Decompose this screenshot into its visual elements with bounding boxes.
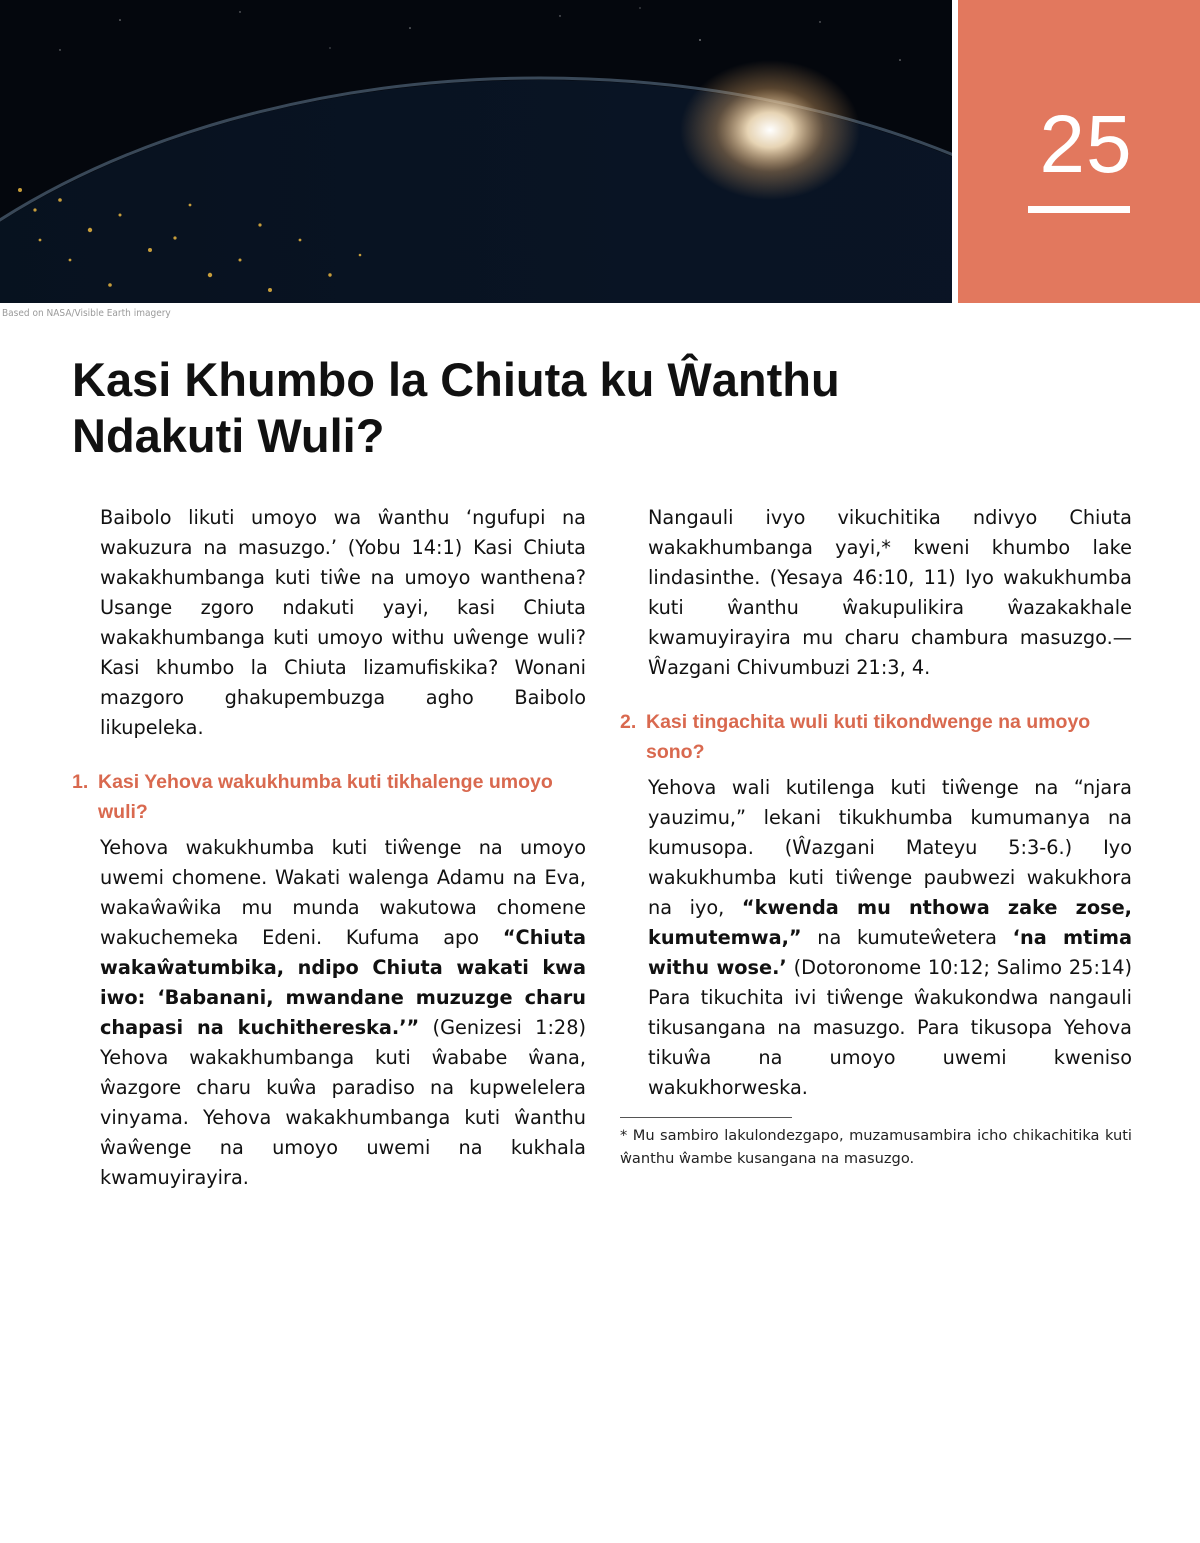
question-2-text: Kasi tingachita wuli kuti tikondwenge na umoyo sono? [646, 711, 1091, 763]
section-2-text-b: na kumuteŵetera [801, 926, 1013, 949]
footnote-divider [620, 1117, 792, 1118]
section-2-text-c: (Dotoronome 10:12; Salimo 25:14) Para tikuchita ivi tiŵenge ŵakukondwa nangauli tikusangana na masuzgo. Para tikusopa Yehova tikuŵa na umoyo uwemi kweniso wakukhorweska. [648, 956, 1132, 1099]
section-1-text-b: (Genizesi 1:28) Yehova wakakhumbanga kuti ŵababe ŵana, ŵazgore charu kuŵa paradiso na kupwelelera vinyama. Yehova wakakhumbanga kuti ŵanthu ŵaŵenge na umoyo uwemi na kukhala kwamuyirayira. [100, 1016, 586, 1189]
hero-earth-image [0, 0, 952, 303]
section-2-text-a: Yehova wali kutilenga kuti tiŵenge na “njara yauzimu,” lekani tikukhumba kumumanya na kumusopa. (Ŵazgani Mateyu 5:3-6.) Iyo wakukhumba kuti tiŵenge paubwezi wakukhora na iyo, [648, 776, 1132, 919]
page-title-line-2: Ndakuti Wuli? [72, 409, 385, 462]
intro-paragraph: Baibolo likuti umoyo wa ŵanthu ‘ngufupi na wakuzura na masuzgo.’ (Yobu 14:1) Kasi Chiuta wakakhumbanga kuti tiŵe na umoyo wanthena? Usange zgoro ndakuti yayi, kasi Chiuta wakakhumbanga kuti umoyo withu uŵenge wuli? Kasi khumbo la Chiuta lizamufiskika? Wonani mazgoro ghakupembuzga agho Baibolo likupeleka. [100, 506, 586, 739]
section-1-bold-quote: “Chiuta wakaŵatumbika, ndipo Chiuta wakati kwa iwo: ‘Babanani, mwandane muzuzge charu chapasi na kuchithereska.’” [100, 926, 586, 1039]
earth-from-space-image [0, 0, 952, 303]
section-1-paragraph [72, 833, 586, 1193]
page-title-line-1: Kasi Khumbo la Chiuta ku Ŵanthu [72, 353, 840, 406]
question-2-number: 2. [620, 711, 637, 733]
question-1-text: Kasi Yehova wakukhumba kuti tikhalenge umoyo wuli? [98, 771, 553, 823]
left-column [72, 503, 586, 1193]
chapter-underline [1028, 206, 1130, 213]
section-1-text-a: Yehova wakukhumba kuti tiŵenge na umoyo uwemi chomene. Wakati walenga Adamu na Eva, wakaŵaŵika mu munda wakutowa chomene wakuchemeka Edeni. Kufuma apo [100, 836, 586, 949]
right-column [620, 503, 1132, 1170]
question-1 [72, 767, 586, 827]
section-2-bold-b: ‘na mtima withu wose.’ [648, 926, 1132, 979]
question-1-number: 1. [72, 771, 89, 793]
page-title [72, 352, 972, 464]
chapter-number: 25 [1039, 99, 1133, 190]
question-2 [620, 707, 1132, 767]
section-1-continued-paragraph: Nangauli ivyo vikuchitika ndivyo Chiuta wakakhumbanga yayi,* kweni khumbo lake lindasinthe. (Yesaya 46:10, 11) Iyo wakukhumba kuti ŵanthu ŵakupulikira ŵazakakhale kwamuyirayira mu charu chambura masuzgo.—Ŵazgani Chivumbuzi 21:3, 4. [648, 506, 1132, 679]
footnote: * Mu sambiro lakulondezgapo, muzamusambira icho chikachitika kuti ŵanthu ŵambe kusangana na masuzgo. [620, 1127, 1132, 1167]
chapter-tab [958, 0, 1200, 303]
section-2-bold-a: “kwenda mu nthowa zake zose, kumutemwa,” [648, 896, 1132, 949]
section-2-paragraph [620, 773, 1132, 1103]
image-credit: Based on NASA/Visible Earth imagery [2, 308, 171, 319]
